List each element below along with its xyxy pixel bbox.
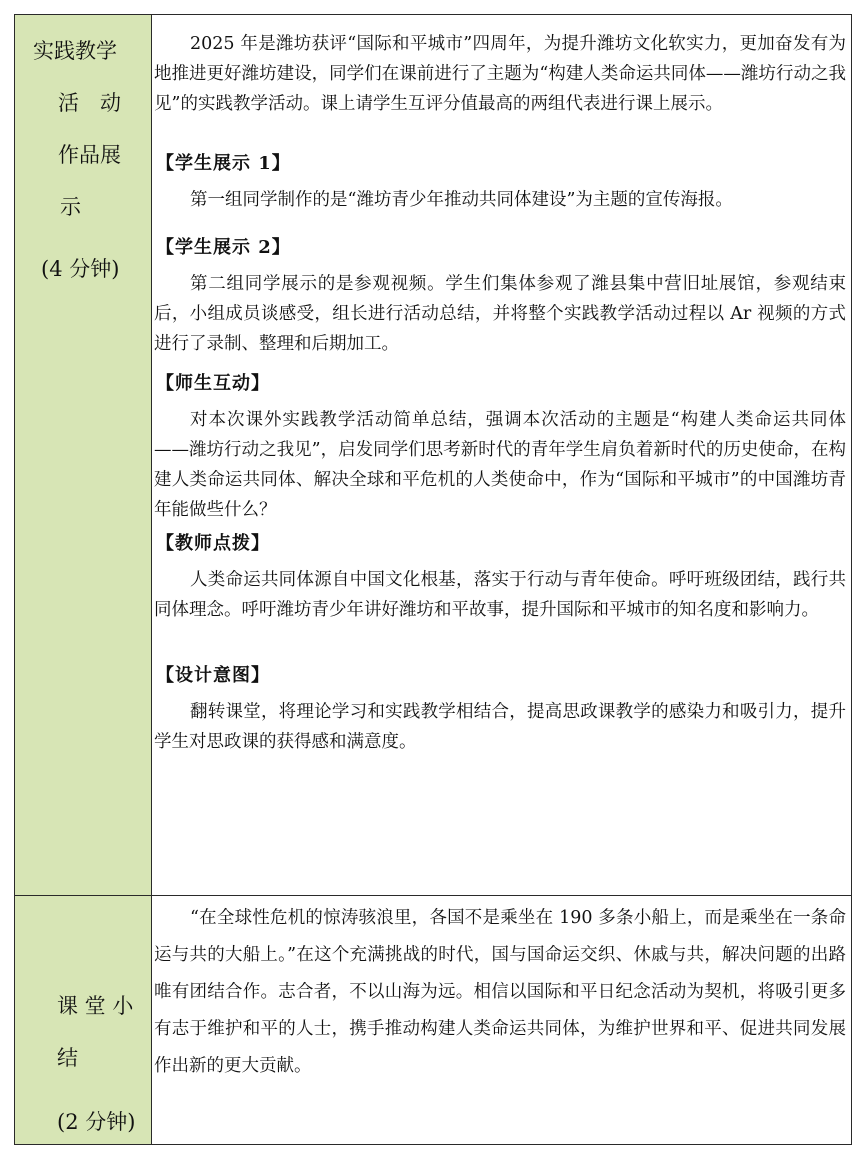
heading-teacher-student-interaction: 【师生互动】 xyxy=(156,373,270,394)
stage-label-cell-summary xyxy=(15,896,152,1144)
stage-label-line-2: 活 动 xyxy=(58,91,121,115)
lesson-table xyxy=(14,14,852,1145)
paragraph-teacher-student-interaction: 对本次课外实践教学活动简单总结，强调本次活动的主题是“构建人类命运共同体——潍坊行动之我见”，启发同学们思考新时代的青年学生肩负着新时代的历史使命，在构建人类命运共同体、解决全球和平危机的人类使命中，作为“国际和平城市”的中国潍坊青年能做些什么？ xyxy=(154,410,846,520)
heading-student-showcase-2: 【学生展示 2】 xyxy=(156,237,291,258)
summary-time: (2 分钟) xyxy=(57,1110,136,1134)
paragraph-teacher-guidance: 人类命运共同体源自中国文化根基，落实于行动与青年使命。呼吁班级团结，践行共同体理念。呼吁潍坊青少年讲好潍坊和平故事，提升国际和平城市的知名度和影响力。 xyxy=(154,570,846,620)
heading-student-showcase-1: 【学生展示 1】 xyxy=(156,153,291,174)
stage-label-cell-practice xyxy=(15,15,152,895)
stage-label-line-3: 作品展 xyxy=(58,143,121,167)
row-practice-showcase xyxy=(15,15,851,896)
stage-label-line-1: 实践教学 xyxy=(33,39,117,63)
summary-label-line-2: 结 xyxy=(57,1046,78,1070)
paragraph-design-intent: 翻转课堂，将理论学习和实践教学相结合，提高思政课教学的感染力和吸引力，提升学生对思政课的获得感和满意度。 xyxy=(154,702,846,752)
content-cell-practice xyxy=(152,15,851,895)
stage-time: (4 分钟) xyxy=(41,257,120,281)
intro-paragraph: 2025 年是潍坊获评“国际和平城市”四周年，为提升潍坊文化软实力，更加奋发有为地推进更好潍坊建设，同学们在课前进行了主题为“构建人类命运共同体——潍坊行动之我见”的实践教学活动。课上请学生互评分值最高的两组代表进行课上展示。 xyxy=(154,34,846,114)
stage-label-line-4: 示 xyxy=(60,195,81,219)
heading-design-intent: 【设计意图】 xyxy=(156,665,270,686)
summary-paragraph: “在全球性危机的惊涛骇浪里，各国不是乘坐在 190 多条小船上，而是乘坐在一条命运与共的大船上。”在这个充满挑战的时代，国与国命运交织、休戚与共，解决问题的出路唯有团结合作。志合者，不以山海为远。相信以国际和平日纪念活动为契机，将吸引更多有志于维护和平的人士，携手推动构建人类命运共同体，为维护世界和平、促进共同发展作出新的更大贡献。 xyxy=(154,908,846,1076)
summary-label-line-1: 课 堂 小 xyxy=(57,994,134,1018)
paragraph-student-showcase-1: 第一组同学制作的是“潍坊青少年推动共同体建设”为主题的宣传海报。 xyxy=(190,190,733,210)
row-class-summary xyxy=(15,896,851,1144)
heading-teacher-guidance: 【教师点拨】 xyxy=(156,533,270,554)
paragraph-student-showcase-2: 第二组同学展示的是参观视频。学生们集体参观了潍县集中营旧址展馆，参观结束后，小组成员谈感受，组长进行活动总结，并将整个实践教学活动过程以 Ar 视频的方式进行了录制、整理和后期加工。 xyxy=(154,274,846,354)
content-cell-summary xyxy=(152,896,851,1144)
